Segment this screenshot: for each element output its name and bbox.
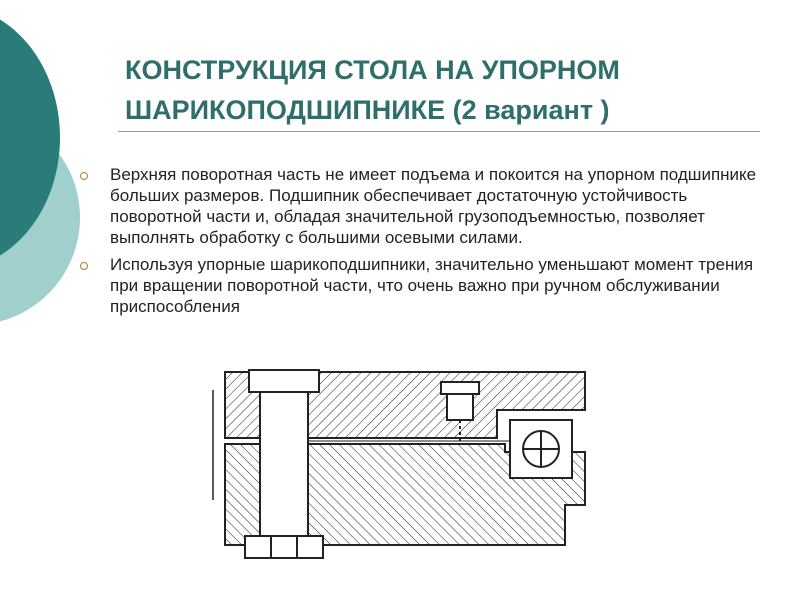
bullet-circle-icon: [80, 262, 88, 270]
bullet-list: [80, 164, 770, 323]
central-pin: [260, 370, 308, 542]
title-line-1: КОНСТРУКЦИЯ СТОЛА НА УПОРНОМ: [125, 55, 620, 85]
bottom-nut: [245, 536, 323, 558]
bullet-text-1: Верхняя поворотная часть не имеет подъема и покоится на упорном подшипнике больших размеров. Подшипник обеспечивает достаточную устойчивость поворотной части и, обладая значительной грузоподъемностью, позволяет выполнять обработку с большими осевыми силами.: [110, 165, 757, 247]
bullet-item-2: [80, 254, 770, 317]
title-line-2: ШАРИКОПОДШИПНИКЕ (2 вариант ): [125, 95, 610, 125]
bullet-circle-icon: [80, 172, 88, 180]
title-divider: [118, 131, 760, 132]
bullet-text-2: Используя упорные шарикоподшипники, значительно уменьшают момент трения при вращении поворотной части, что очень важно при ручном обслуживании приспособления: [110, 255, 754, 316]
bullet-item-1: [80, 164, 770, 248]
slide-title: [125, 50, 765, 130]
bearing-cross-section-drawing: [205, 360, 625, 590]
